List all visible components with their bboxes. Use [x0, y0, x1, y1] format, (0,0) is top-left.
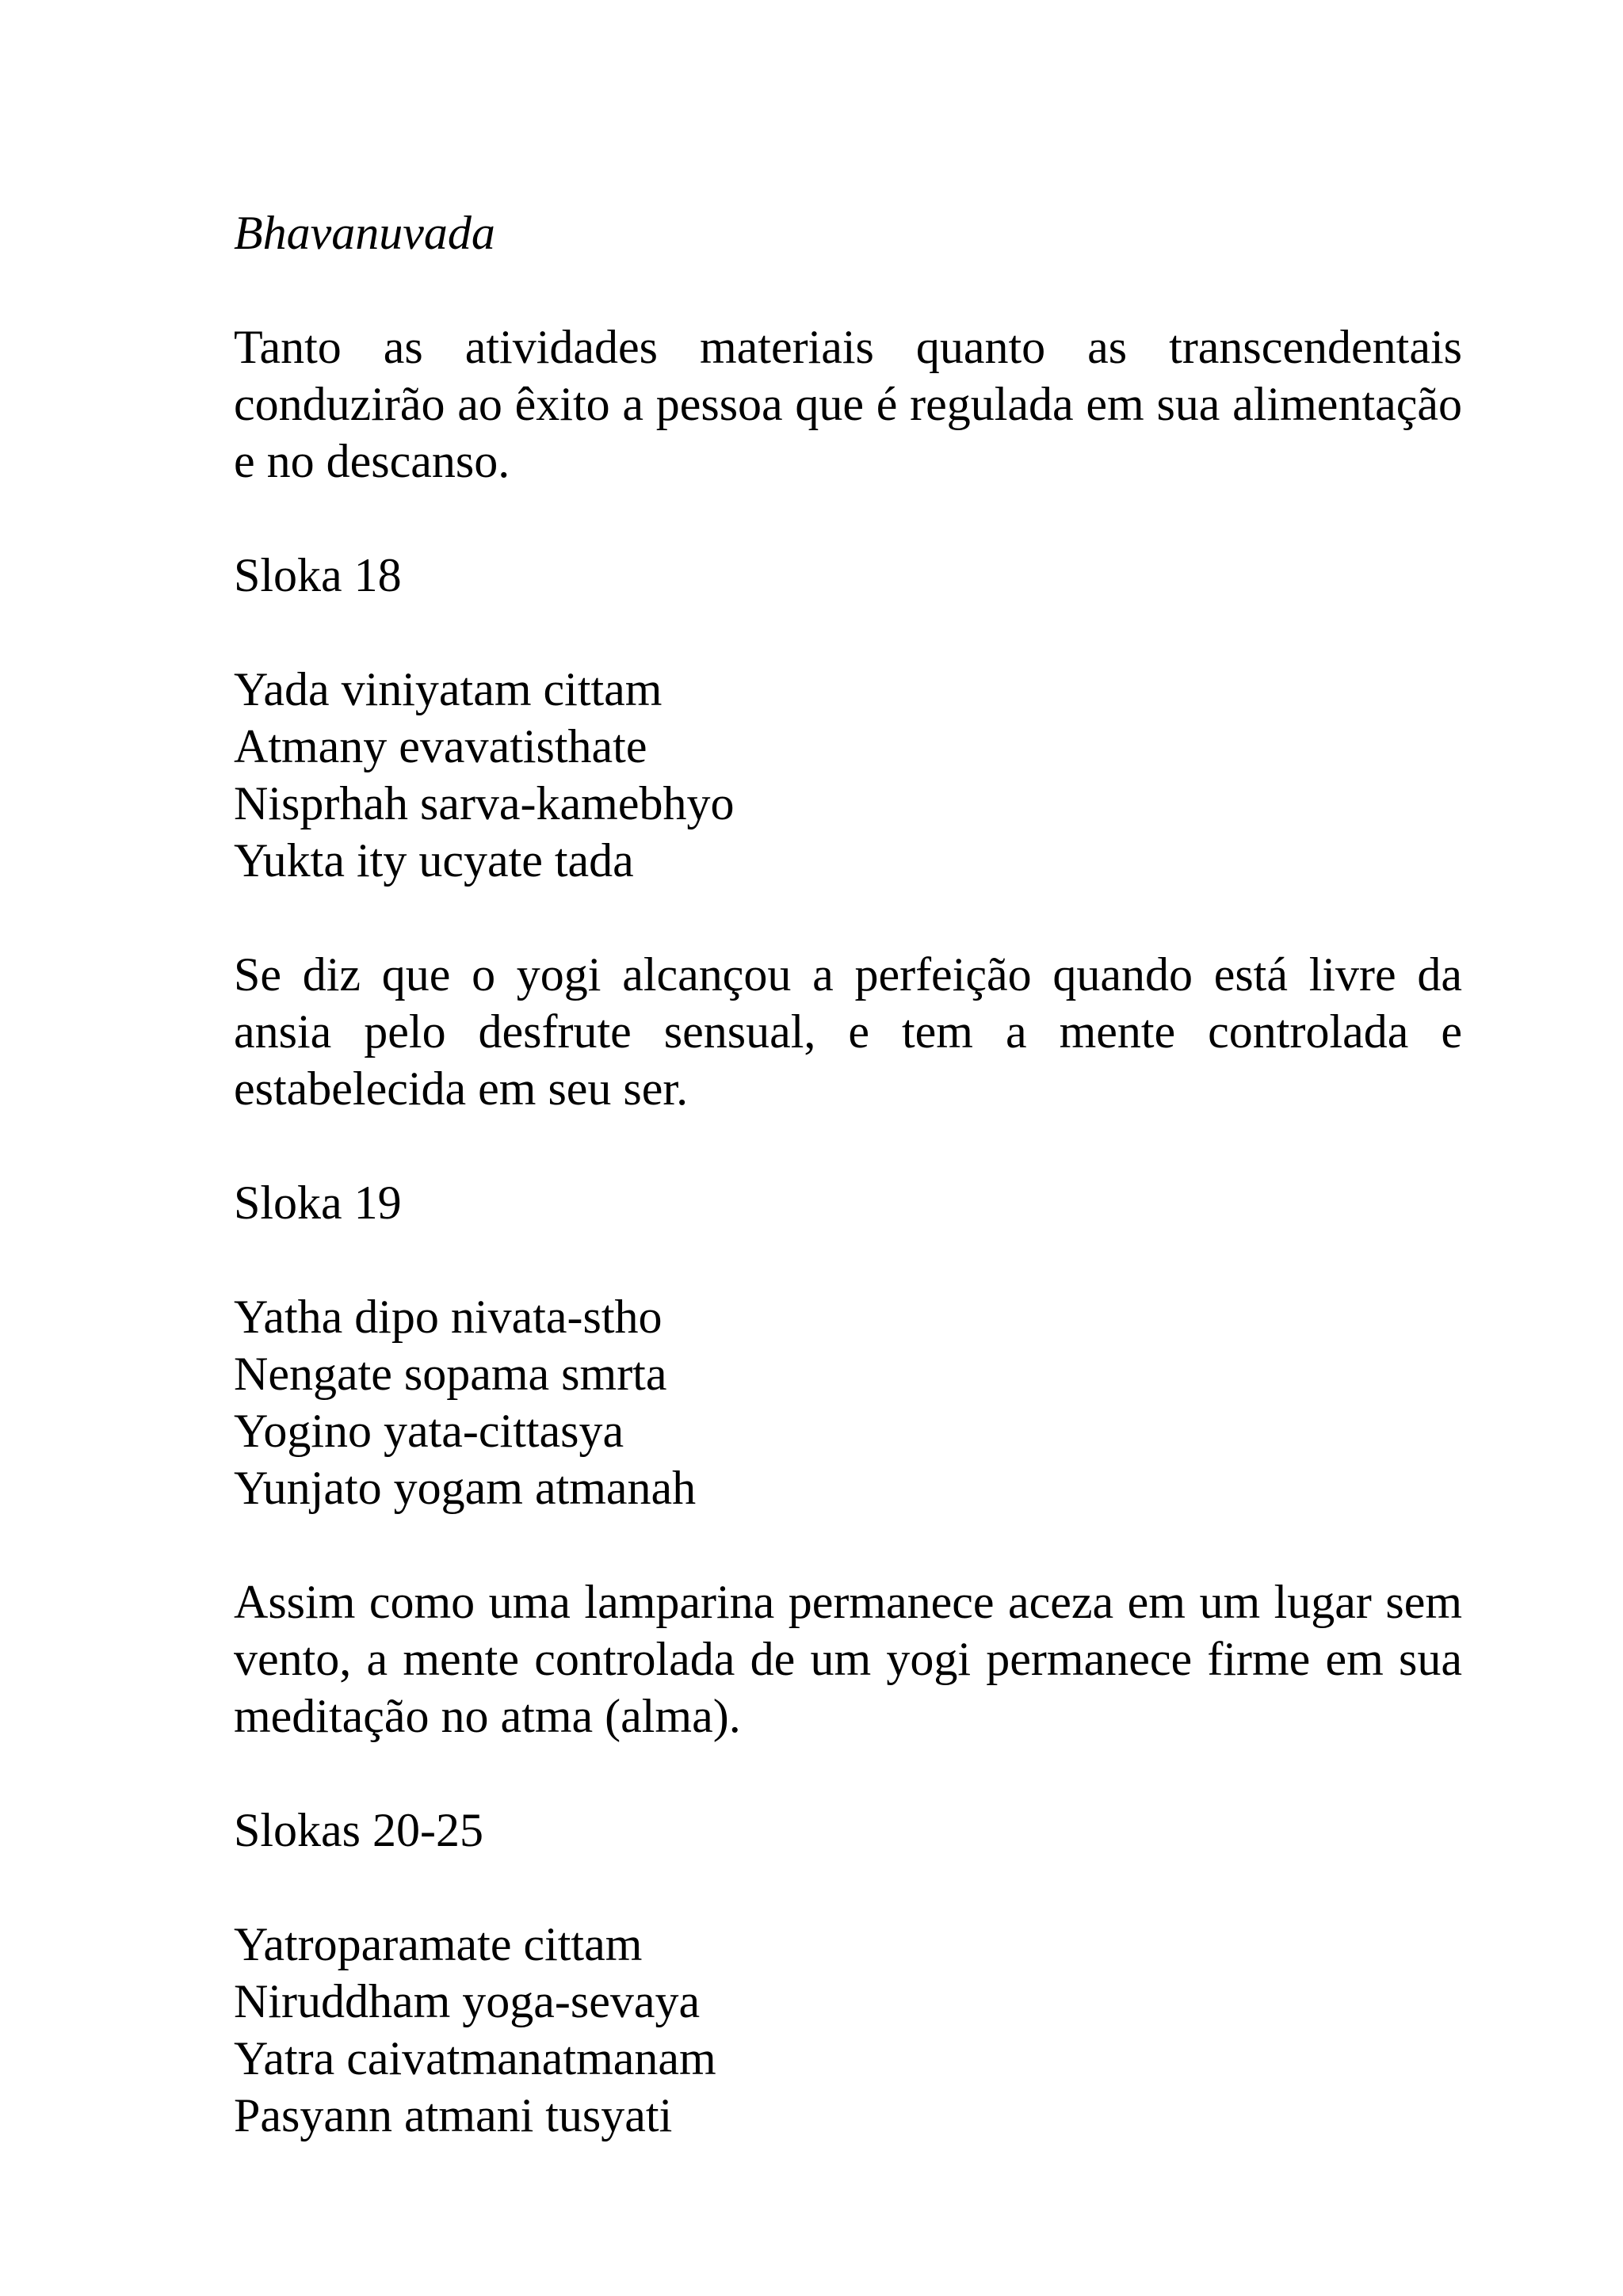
verse-line: Yatra caivatmanatmanam: [234, 2032, 716, 2084]
sloka-19-translation: Assim como uma lamparina permanece aceza em um lugar sem vento, a mente controlada de um yogi permanece firme em sua meditação no atma (alma).: [234, 1576, 1462, 1742]
verse-line: Yukta ity ucyate tada: [234, 834, 634, 887]
sloka-18-verse: [234, 661, 1462, 889]
sloka-18-translation: Se diz que o yogi alcançou a perfeição quando está livre da ansia pelo desfrute sensual, e tem a mente controlada e estabelecida em seu ser.: [234, 948, 1462, 1115]
paragraph-intro: Tanto as atividades materiais quanto as transcendentais conduzirão ao êxito a pessoa que é regulada em sua alimentação e no descanso.: [234, 321, 1462, 487]
sloka-19-verse: [234, 1288, 1462, 1516]
verse-line: Yogino yata-cittasya: [234, 1405, 624, 1457]
verse-line: Nisprhah sarva-kamebhyo: [234, 777, 735, 830]
slokas-20-25-heading: Slokas 20-25: [234, 1804, 483, 1856]
verse-line: Nengate sopama smrta: [234, 1348, 667, 1400]
verse-line: Niruddham yoga-sevaya: [234, 1975, 701, 2027]
spacer: [234, 261, 1462, 318]
verse-line: Yatroparamate cittam: [234, 1918, 643, 1970]
slokas-20-25-verse: [234, 1916, 1462, 2144]
verse-line: Yunjato yogam atmanah: [234, 1462, 697, 1514]
verse-line: Yada viniyatam cittam: [234, 663, 663, 715]
section-title: Bhavanuvada: [234, 207, 495, 259]
verse-line: Yatha dipo nivata-stho: [234, 1291, 663, 1343]
verse-line: Atmany evavatisthate: [234, 720, 647, 772]
verse-line: Pasyann atmani tusyati: [234, 2089, 673, 2142]
document-page: [234, 204, 1462, 2144]
spacer: [234, 1859, 1462, 1916]
spacer: [234, 1745, 1462, 1802]
spacer: [234, 490, 1462, 547]
sloka-19-heading: Sloka 19: [234, 1177, 402, 1229]
spacer: [234, 1231, 1462, 1288]
spacer: [234, 1117, 1462, 1174]
sloka-18-heading: Sloka 18: [234, 549, 402, 601]
spacer: [234, 604, 1462, 661]
spacer: [234, 1516, 1462, 1573]
spacer: [234, 889, 1462, 946]
